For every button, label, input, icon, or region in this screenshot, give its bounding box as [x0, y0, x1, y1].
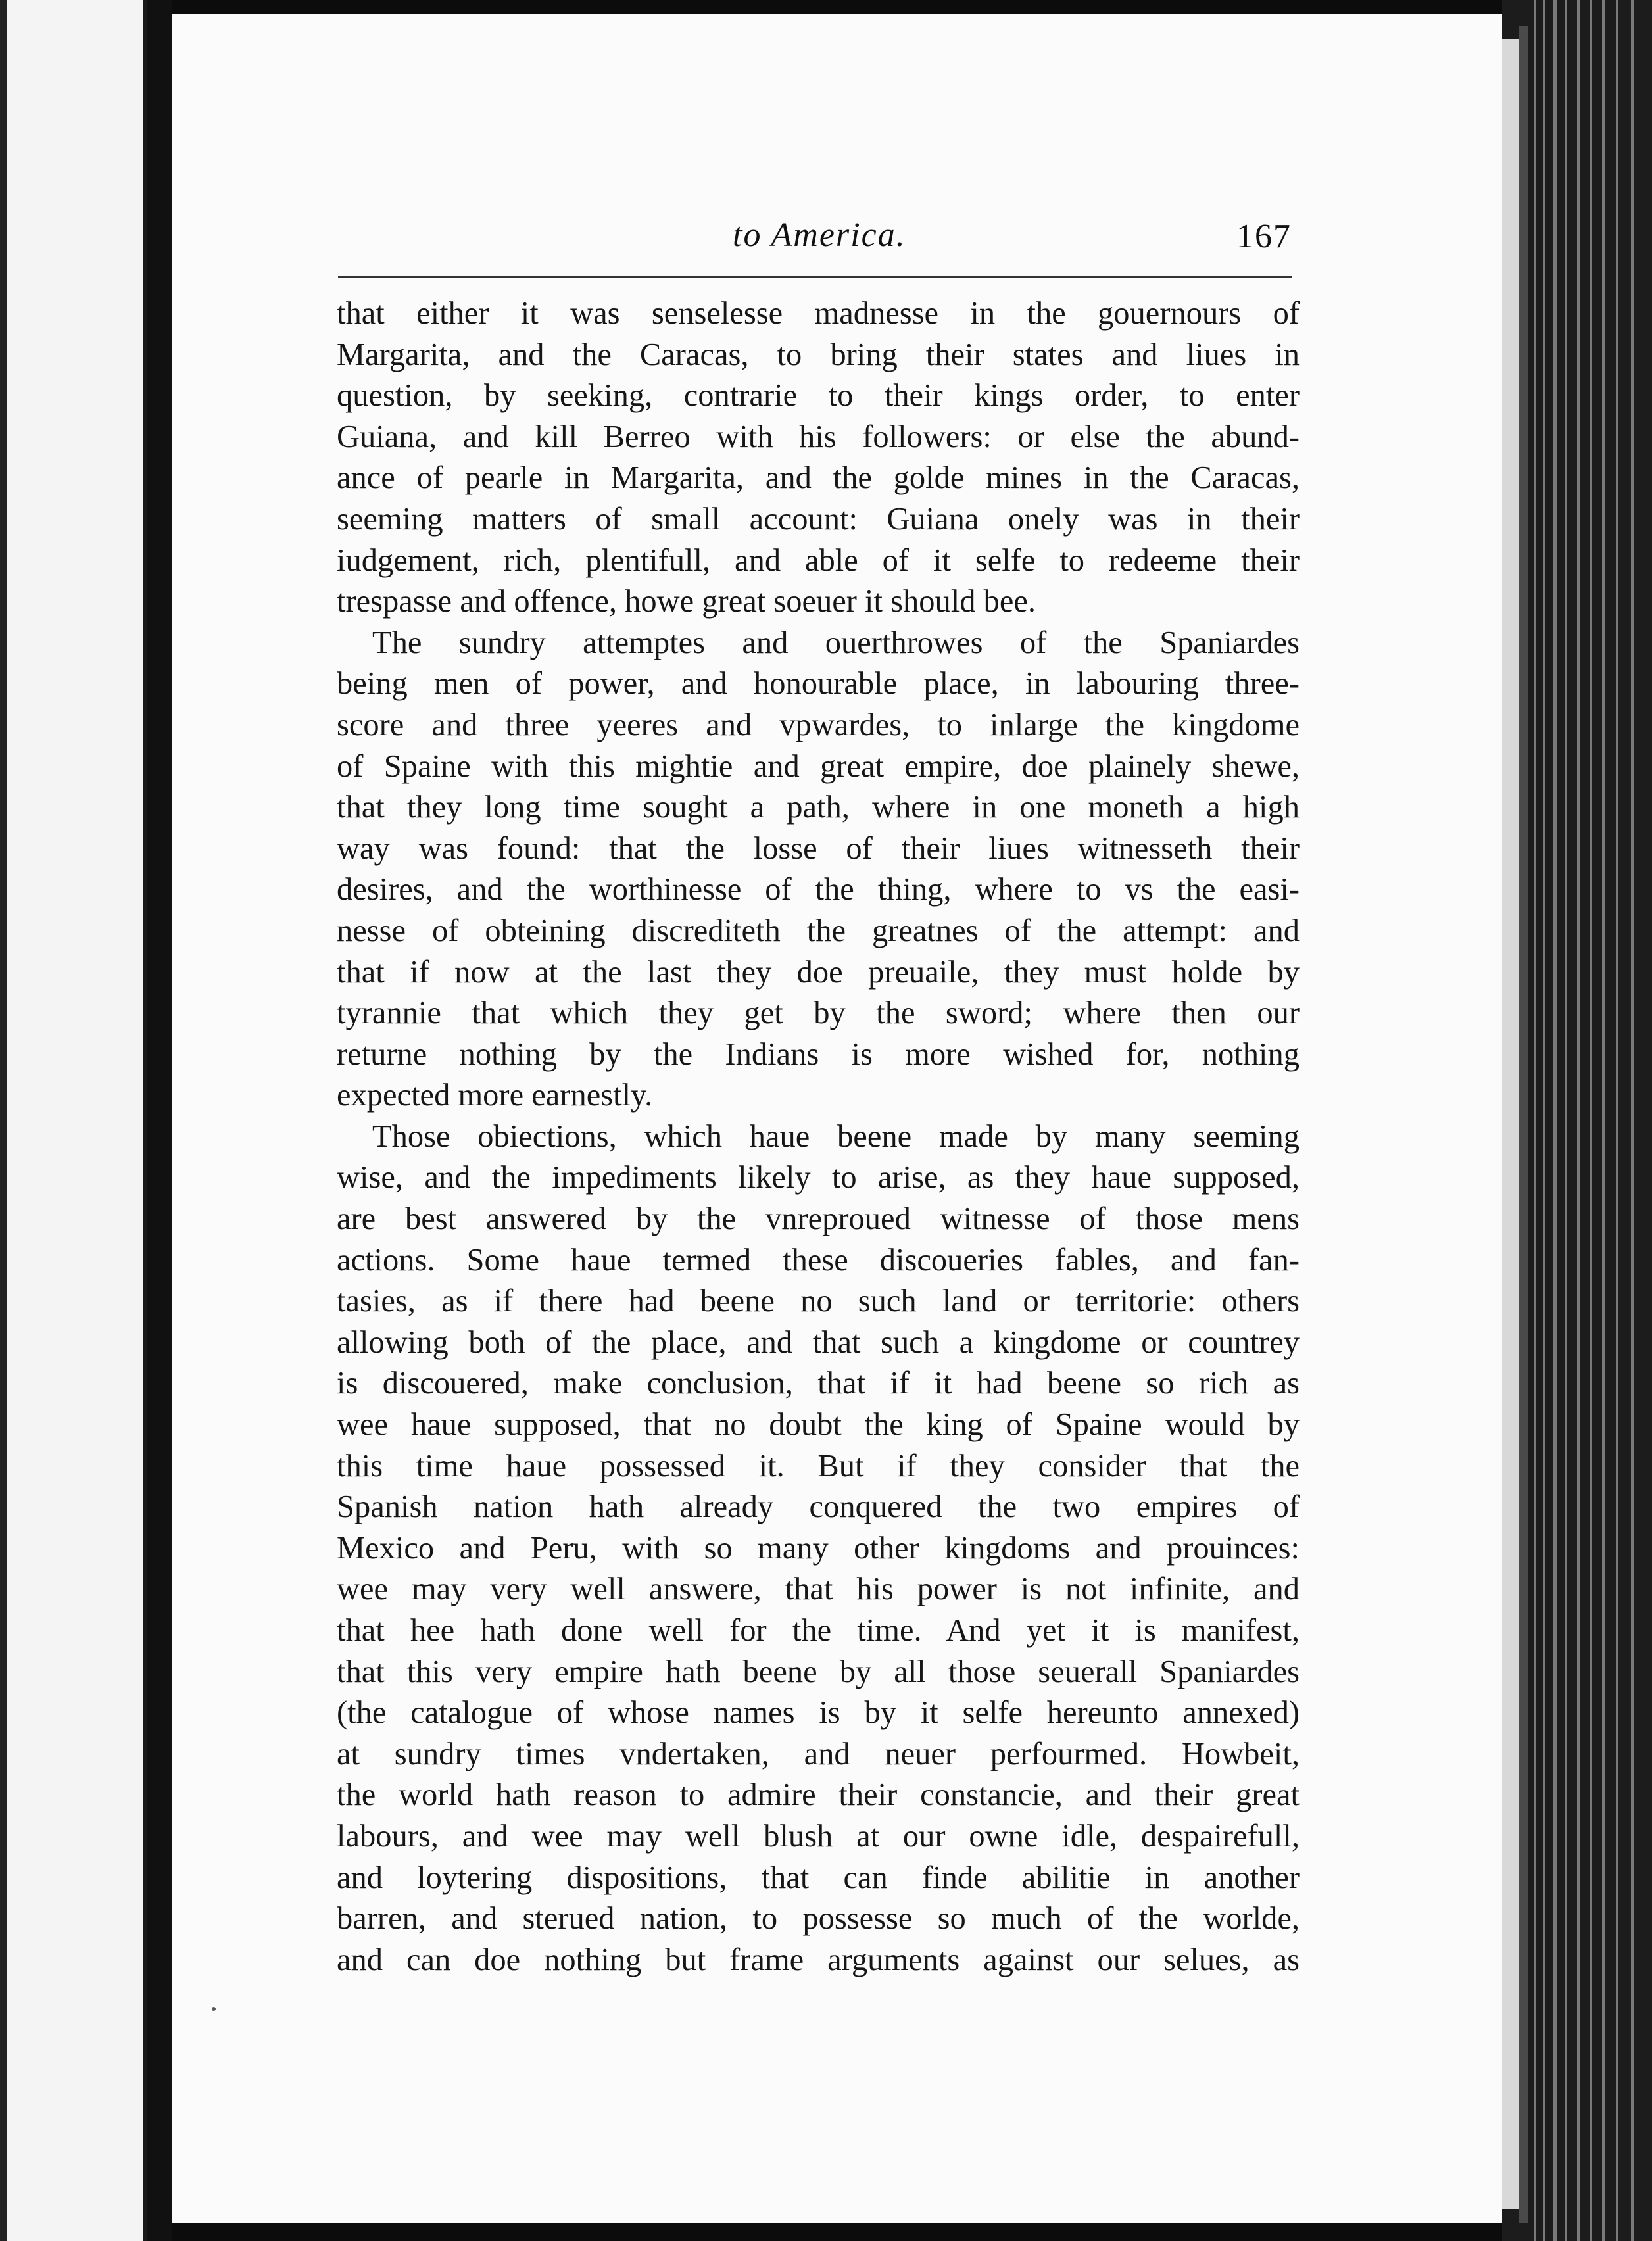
text-line: that if now at the last they doe preuaile, they must holde by	[337, 954, 1300, 990]
body-text	[337, 293, 1300, 1981]
text-line: tasies, as if there had beene no such land or territorie: others	[337, 1284, 1300, 1319]
text-line: ance of pearle in Margarita, and the golde mines in the Caracas,	[337, 460, 1300, 496]
text-line: is discouered, make conclusion, that if it had beene so rich as	[337, 1366, 1300, 1401]
text-line: that they long time sought a path, where in one moneth a high	[337, 790, 1300, 825]
text-line: actions. Some haue termed these discoueries fables, and fan-	[337, 1242, 1300, 1278]
page-stack-light	[1502, 39, 1519, 2209]
page-stack-line	[1590, 0, 1592, 2241]
text-line: iudgement, rich, plentifull, and able of it selfe to redeeme their	[337, 542, 1300, 578]
paragraph-3	[337, 1117, 1300, 1981]
text-line: desires, and the worthinesse of the thing, where to vs the easi-	[337, 872, 1300, 907]
header-rule	[338, 276, 1292, 278]
text-line: tyrannie that which they get by the sword; where then our	[337, 996, 1300, 1031]
text-line: question, by seeking, contrarie to their kings order, to enter	[337, 378, 1300, 414]
text-line: trespasse and offence, howe great soeuer it should bee.	[337, 584, 1036, 619]
binding-shadow	[147, 0, 172, 2241]
text-line: of Spaine with this mightie and great empire, doe plainely shewe,	[337, 748, 1300, 784]
text-line: that either it was senselesse madnesse in the gouernours of	[337, 296, 1300, 331]
text-line: expected more earnestly.	[337, 1078, 653, 1113]
page-stack-line	[1631, 0, 1634, 2241]
text-line: that hee hath done well for the time. And yet it is manifest,	[337, 1613, 1300, 1648]
text-line: The sundry attemptes and ouerthrowes of the Spaniardes	[372, 625, 1300, 660]
text-line: the world hath reason to admire their constancie, and their great	[337, 1777, 1300, 1813]
text-line: and loytering dispositions, that can finde abilitie in another	[337, 1860, 1300, 1895]
running-title: to America.	[733, 216, 906, 254]
text-line: way was found: that the losse of their liues witnesseth their	[337, 831, 1300, 866]
text-line: at sundry times vndertaken, and neuer perfourmed. Howbeit,	[337, 1736, 1300, 1771]
page-stack-mid	[1519, 26, 1528, 2223]
text-line: are best answered by the vnreproued witnesse of those mens	[337, 1201, 1300, 1237]
text-line: barren, and sterued nation, to possesse so much of the worlde,	[337, 1901, 1300, 1937]
page-stack-line	[1553, 0, 1557, 2241]
text-line: returne nothing by the Indians is more wished for, nothing	[337, 1036, 1300, 1072]
text-line: labours, and wee may well blush at our owne idle, despairefull,	[337, 1818, 1300, 1854]
text-line: being men of power, and honourable place, in labouring three-	[337, 666, 1300, 702]
ink-speck	[212, 2007, 216, 2011]
text-line: score and three yeeres and vpwardes, to inlarge the kingdome	[337, 707, 1300, 742]
text-line: this time haue possessed it. But if they consider that the	[337, 1448, 1300, 1483]
paragraph-1	[337, 293, 1300, 623]
text-line: Those obiections, which haue beene made by many seeming	[372, 1119, 1300, 1154]
text-line: Guiana, and kill Berreo with his followers: or else the abund-	[337, 419, 1300, 454]
page-stack-line	[1565, 0, 1567, 2241]
gutter-line	[0, 0, 7, 2241]
book-fore-edge	[1502, 0, 1652, 2241]
text-line: Margarita, and the Caracas, to bring their states and liues in	[337, 337, 1300, 372]
text-line: (the catalogue of whose names is by it selfe hereunto annexed)	[337, 1695, 1300, 1731]
text-line: wee may very well answere, that his power is not infinite, and	[337, 1572, 1300, 1607]
text-line: seeming matters of small account: Guiana onely was in their	[337, 501, 1300, 537]
text-line: Mexico and Peru, with so many other kingdoms and prouinces:	[337, 1530, 1300, 1566]
text-line: Spanish nation hath already conquered the two empires of	[337, 1489, 1300, 1525]
paragraph-2	[337, 623, 1300, 1117]
page-stack-line	[1534, 0, 1536, 2241]
text-line: nesse of obteining discrediteth the greatnes of the attempt: and	[337, 913, 1300, 948]
running-head	[338, 209, 1292, 281]
page-stack-line	[1616, 0, 1618, 2241]
text-line: that this very empire hath beene by all those seuerall Spaniardes	[337, 1654, 1300, 1689]
text-line: allowing both of the place, and that such a kingdome or countrey	[337, 1324, 1300, 1360]
page-stack-line	[1602, 0, 1605, 2241]
facing-page-edge	[0, 0, 147, 2241]
text-line: wee haue supposed, that no doubt the king of Spaine would by	[337, 1407, 1300, 1443]
page-stack-line	[1577, 0, 1580, 2241]
text-line: wise, and the impediments likely to arise, as they haue supposed,	[337, 1160, 1300, 1195]
page-number: 167	[1236, 218, 1292, 255]
text-line: and can doe nothing but frame arguments against our selues, as	[337, 1942, 1300, 1977]
page-stack-line	[1543, 0, 1545, 2241]
